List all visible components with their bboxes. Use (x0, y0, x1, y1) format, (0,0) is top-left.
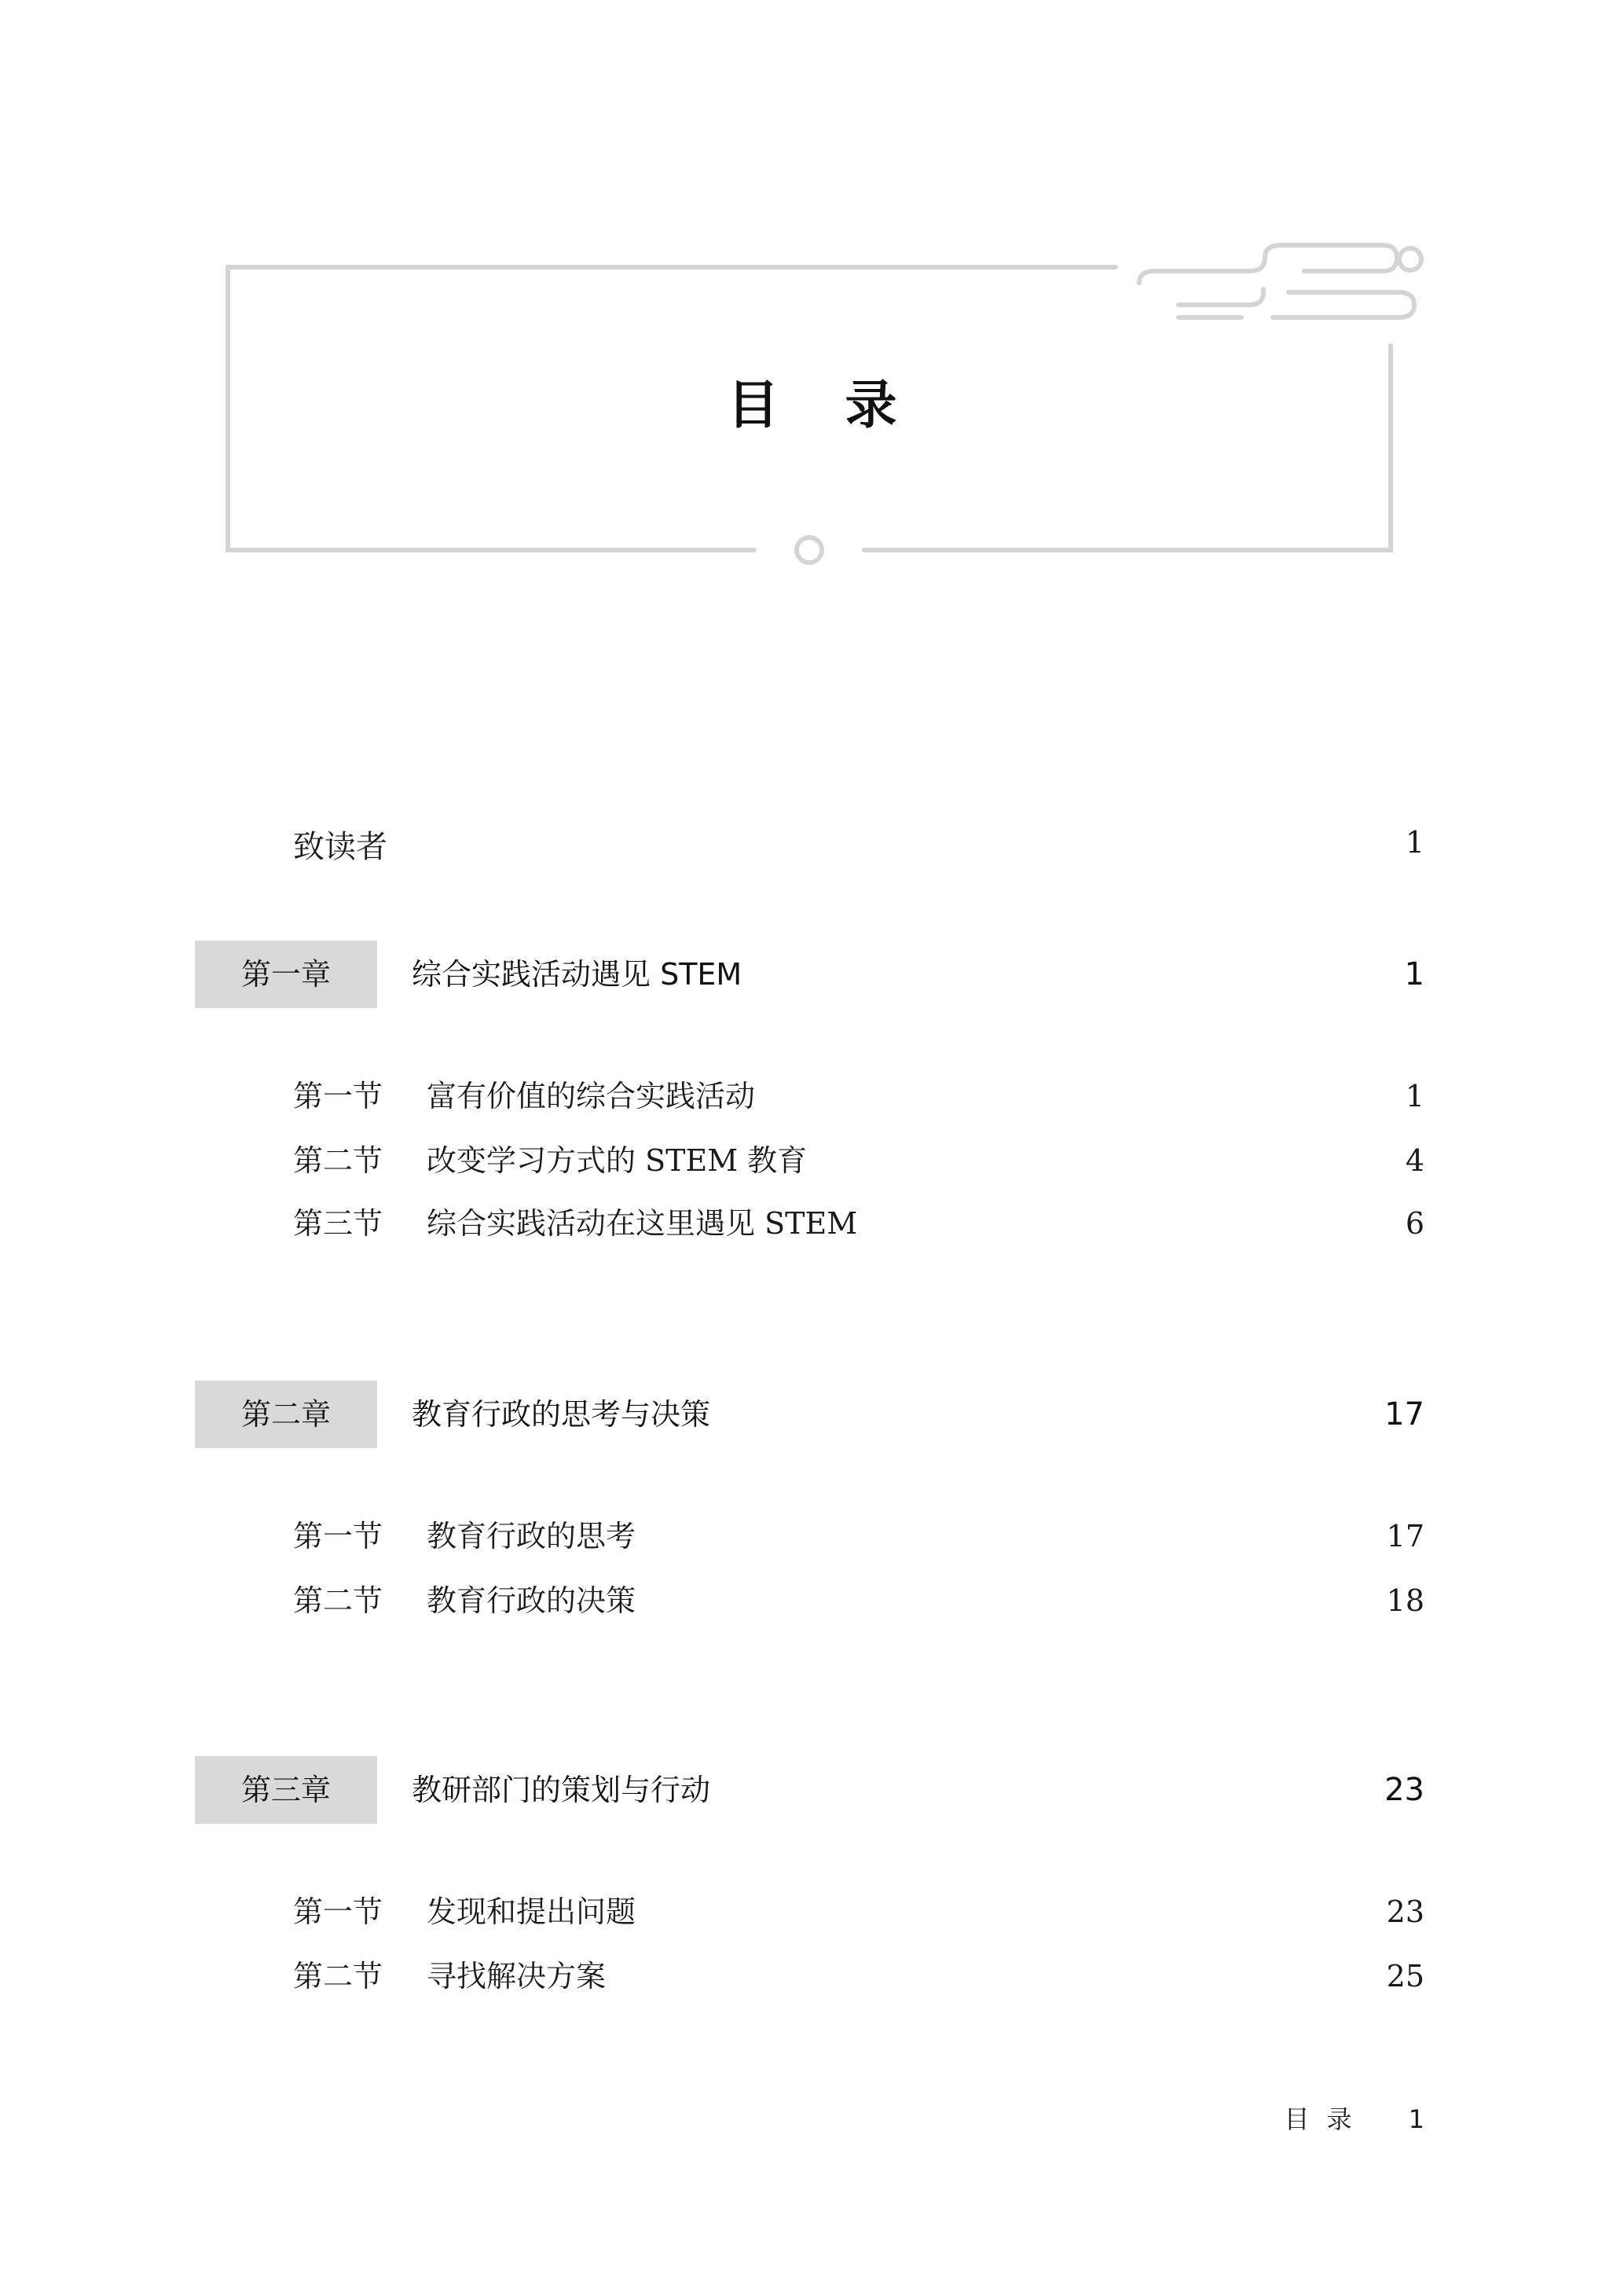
section-label: 第二节 (293, 1959, 383, 1993)
chapter-heading[interactable] (195, 1381, 1424, 1448)
section-page-number: 25 (1386, 1959, 1424, 1993)
chapter-title: 教育行政的思考与决策 (412, 1397, 711, 1432)
section-title: 改变学习方式的 STEM 教育 (427, 1143, 808, 1178)
section-title: 教育行政的决策 (427, 1583, 636, 1618)
section-title: 寻找解决方案 (427, 1959, 607, 1993)
preface-label: 致读者 (293, 829, 387, 865)
section-page-number: 17 (1386, 1519, 1424, 1553)
section-entry[interactable] (293, 1141, 1424, 1180)
section-entry[interactable] (293, 1957, 1424, 1996)
chapter-page-number: 1 (1404, 956, 1424, 992)
section-title: 教育行政的思考 (427, 1519, 636, 1553)
page-title: 目录 (727, 375, 963, 435)
chapter-title: 教研部门的策划与行动 (412, 1773, 711, 1807)
chapter-page-number: 17 (1384, 1396, 1424, 1432)
section-label: 第二节 (293, 1143, 383, 1178)
chapter-heading[interactable] (195, 1756, 1424, 1824)
section-page-number: 23 (1386, 1894, 1424, 1929)
section-label: 第一节 (293, 1519, 383, 1553)
section-label: 第二节 (293, 1583, 383, 1618)
section-label: 第一节 (293, 1079, 383, 1113)
title-frame-decoration (0, 0, 1624, 597)
section-label: 第三节 (293, 1206, 383, 1241)
section-entry[interactable] (293, 1517, 1424, 1556)
section-entry[interactable] (293, 1581, 1424, 1620)
section-page-number: 6 (1405, 1206, 1424, 1241)
section-label: 第一节 (293, 1894, 383, 1929)
chapter-label: 第一章 (195, 941, 377, 1008)
section-page-number: 1 (1405, 1079, 1424, 1113)
chapter-label: 第二章 (195, 1381, 377, 1448)
footer-label: 目录 (1284, 2104, 1369, 2134)
footer-page-number: 1 (1408, 2104, 1424, 2134)
chapter-page-number: 23 (1384, 1772, 1424, 1808)
page-footer (1284, 2100, 1424, 2136)
section-title: 综合实践活动在这里遇见 STEM (427, 1206, 858, 1241)
section-entry[interactable] (293, 1076, 1424, 1116)
section-page-number: 4 (1405, 1143, 1424, 1178)
section-entry[interactable] (293, 1892, 1424, 1931)
chapter-label: 第三章 (195, 1756, 377, 1824)
chapter-title: 综合实践活动遇见 STEM (412, 957, 742, 992)
section-title: 发现和提出问题 (427, 1894, 636, 1929)
section-entry[interactable] (293, 1204, 1424, 1243)
section-title: 富有价值的综合实践活动 (427, 1079, 756, 1113)
section-page-number: 18 (1386, 1583, 1424, 1618)
preface-page-number: 1 (1405, 825, 1424, 860)
chapter-heading[interactable] (195, 941, 1424, 1008)
